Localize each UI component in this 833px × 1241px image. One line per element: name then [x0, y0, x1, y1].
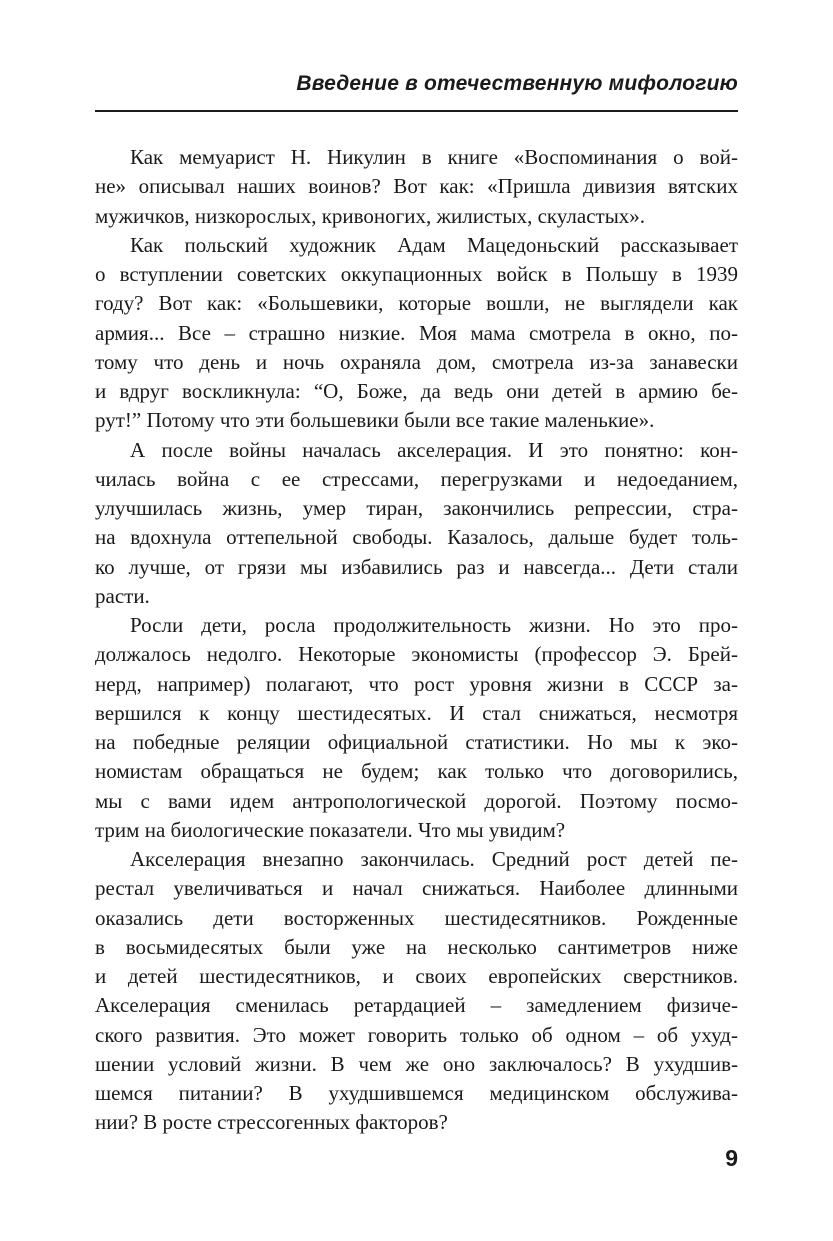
page-number: 9 [725, 1145, 738, 1171]
text-line: в восьмидесятых были уже на несколько сантиметров ниже [95, 934, 738, 959]
text-line: мы с вами идем антропологической дорогой. Поэтому посмо- [95, 788, 738, 813]
text-line: ского развития. Это может говорить только об одном – об ухуд- [95, 1022, 738, 1047]
text-line: оказались дети восторженных шестидесятников. Рожденные [95, 905, 738, 930]
text-line: ко лучше, от грязи мы избавились раз и навсегда... Дети стали [95, 554, 738, 579]
text-line: году? Вот как: «Большевики, которые вошли, не выглядели как [95, 291, 738, 316]
text-line: о вступлении советских оккупационных войск в Польшу в 1939 [95, 262, 738, 286]
text-line: Росли дети, росла продолжительность жизни. Но это про- [130, 613, 738, 637]
paragraph [95, 611, 738, 845]
text-line: на победные реляции официальной статистики. Но мы к эко- [95, 730, 738, 754]
text-line: улучшилась жизнь, умер тиран, закончились репрессии, стра- [95, 496, 738, 520]
text-line: номистам обращаться не будем; как только что договорились, [95, 759, 738, 784]
header-rule [95, 110, 738, 112]
text-line: нии? В росте стрессогенных факторов? [95, 1110, 448, 1135]
text-line: тому что день и ночь охраняла дом, смотрела из-за занавески [95, 349, 738, 374]
text-line: вершился к концу шестидесятых. И стал снижаться, несмотря [95, 700, 738, 725]
text-line: на вдохнула оттепельной свободы. Казалось, дальше будет толь- [95, 525, 738, 550]
text-line: нерд, например) полагают, что рост уровня жизни в СССР за- [95, 671, 738, 696]
text-line: Как польский художник Адам Мацедоньский рассказывает [130, 232, 738, 257]
text-line: А после войны началась акселерация. И это понятно: кон- [130, 437, 738, 462]
paragraph [95, 143, 738, 231]
text-line: расти. [95, 583, 150, 608]
text-body [95, 143, 738, 1138]
text-line: Акселерация внезапно закончилась. Средний рост детей пе- [130, 847, 738, 871]
text-line: рестал увеличиваться и начал снижаться. Наиболее длинными [95, 876, 738, 901]
running-head: Введение в отечественную мифологию [296, 72, 738, 95]
paragraph [95, 231, 738, 436]
text-line: трим на биологические показатели. Что мы увидим? [95, 817, 566, 842]
text-line: должалось недолго. Некоторые экономисты (профессор Э. Брей- [95, 642, 738, 667]
text-line: и детей шестидесятников, и своих европейских сверстников. [95, 964, 738, 988]
text-line: Как мемуарист Н. Никулин в книге «Воспоминания о вой- [130, 145, 738, 169]
text-line: мужичков, низкорослых, кривоногих, жилистых, скуластых». [95, 203, 646, 228]
text-line: рут!” Потому что эти большевики были все такие маленькие». [95, 408, 655, 433]
text-line: и вдруг воскликнула: “О, Боже, да ведь они детей в армию бе- [95, 379, 738, 403]
paragraph [95, 436, 738, 612]
paragraph [95, 845, 738, 1138]
text-line: шении условий жизни. В чем же оно заключалось? В ухудшив- [95, 1051, 738, 1076]
text-line: Акселерация сменилась ретардацией – замедлением физиче- [95, 993, 738, 1018]
text-line: армия... Все – страшно низкие. Моя мама смотрела в окно, по- [95, 320, 738, 345]
text-line: чилась война с ее стрессами, перегрузками и недоеданием, [95, 466, 738, 491]
text-line: не» описывал наших воинов? Вот как: «Пришла дивизия вятских [95, 174, 738, 199]
text-line: шемся питании? В ухудшившемся медицинском обслужива- [95, 1081, 738, 1105]
